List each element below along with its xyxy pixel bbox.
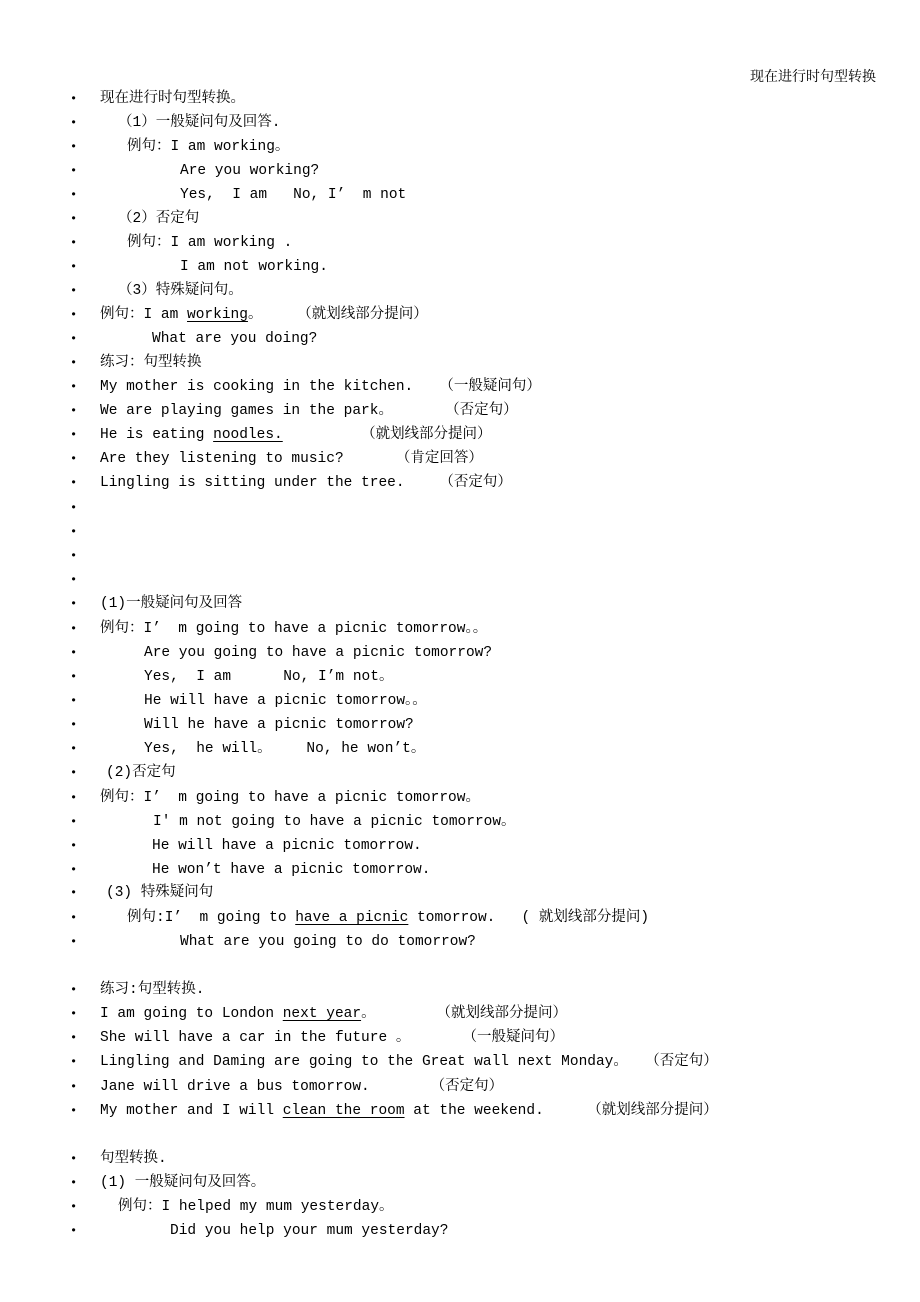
bullet-icon: •	[70, 1080, 78, 1094]
bullet-icon: •	[70, 766, 78, 780]
line-text: 例句：I am working .	[127, 235, 293, 251]
bullet-icon: •	[70, 260, 78, 274]
underlined-text: have a picnic	[295, 910, 409, 926]
line-text: 练习:句型转换.	[100, 982, 205, 998]
bullet-icon: •	[70, 212, 78, 226]
underlined-text: next year	[282, 1006, 362, 1022]
bullet-icon: •	[70, 622, 78, 636]
line-text: Will he have a picnic tomorrow?	[144, 717, 414, 733]
line-text: Jane will drive a bus tomorrow. （否定句）	[100, 1079, 504, 1095]
bullet-icon: •	[70, 236, 78, 250]
line-text: What are you going to do tomorrow?	[180, 934, 476, 950]
bullet-icon: •	[70, 1152, 78, 1166]
bullet-icon: •	[70, 501, 78, 515]
document-line	[100, 1027, 564, 1049]
line-text: Did you help your mum yesterday?	[170, 1223, 449, 1239]
bullet-icon: •	[70, 791, 78, 805]
document-line	[100, 448, 483, 470]
document-line	[100, 400, 518, 422]
line-text: 。 （就划线部分提问）	[247, 307, 428, 323]
line-text: （就划线部分提问）	[282, 427, 492, 443]
bullet-icon: •	[70, 670, 78, 684]
document-line	[152, 835, 422, 857]
bullet-icon: •	[70, 476, 78, 490]
line-text: Yes, he will。 No, he won’t。	[144, 741, 426, 757]
document-line	[100, 376, 541, 398]
line-text: 例句:I’ m going to	[127, 910, 296, 926]
document-line	[144, 690, 427, 712]
bullet-icon: •	[70, 380, 78, 394]
document-line	[180, 931, 476, 953]
bullet-icon: •	[70, 1031, 78, 1045]
line-text: at the weekend. （就划线部分提问）	[404, 1103, 718, 1119]
document-line	[106, 762, 176, 784]
document-line	[144, 666, 393, 688]
document-line	[100, 593, 242, 615]
document-line	[144, 642, 492, 664]
bullet-icon: •	[70, 646, 78, 660]
line-text: （1）一般疑问句及回答.	[118, 115, 281, 131]
bullet-icon: •	[70, 308, 78, 322]
bullet-icon: •	[70, 164, 78, 178]
line-text: My mother and I will	[100, 1103, 283, 1119]
document-line	[180, 160, 319, 182]
line-text: （3）特殊疑问句。	[118, 283, 243, 299]
line-text: He won’t have a picnic tomorrow.	[152, 862, 431, 878]
bullet-icon: •	[70, 332, 78, 346]
line-text: 例句：I’ m going to have a picnic tomorrow。。	[100, 621, 488, 637]
document-line	[118, 280, 243, 302]
line-text: What are you doing?	[152, 331, 318, 347]
line-text: Lingling is sitting under the tree. （否定句）	[100, 475, 512, 491]
bullet-icon: •	[70, 428, 78, 442]
bullet-icon: •	[70, 284, 78, 298]
bullet-icon: •	[70, 116, 78, 130]
underlined-text: clean the room	[282, 1103, 405, 1119]
document-line	[152, 328, 317, 350]
line-text: 例句：I helped my mum yesterday。	[118, 1199, 394, 1215]
line-text: I am going to London	[100, 1006, 283, 1022]
bullet-icon: •	[70, 815, 78, 829]
bullet-icon: •	[70, 694, 78, 708]
bullet-icon: •	[70, 597, 78, 611]
line-text: 例句：I am	[100, 307, 188, 323]
document-line	[106, 882, 213, 904]
line-text: tomorrow. ( 就划线部分提问)	[408, 910, 650, 926]
bullet-icon: •	[70, 886, 78, 900]
document-line	[100, 1172, 265, 1194]
bullet-icon: •	[70, 188, 78, 202]
line-text: (1) 一般疑问句及回答。	[100, 1175, 266, 1191]
document-line	[100, 304, 428, 326]
document-line	[118, 1196, 394, 1218]
document-line	[127, 907, 649, 929]
line-text: （2）否定句	[118, 211, 200, 227]
bullet-icon: •	[70, 549, 78, 563]
line-text: She will have a car in the future 。 （一般疑问句）	[100, 1030, 565, 1046]
line-text: We are playing games in the park。 （否定句）	[100, 403, 518, 419]
line-text: 。 （就划线部分提问）	[361, 1006, 567, 1022]
document-line	[118, 112, 280, 134]
line-text: Lingling and Daming are going to the Great wall next Monday。 （否定句）	[100, 1054, 718, 1070]
bullet-icon: •	[70, 452, 78, 466]
document-line	[100, 424, 492, 446]
bullet-icon: •	[70, 92, 78, 106]
document-line	[100, 1148, 167, 1170]
bullet-icon: •	[70, 935, 78, 949]
page-header-title: 现在进行时句型转换	[750, 70, 876, 86]
line-text: Are you working?	[180, 163, 320, 179]
document-line	[153, 811, 516, 833]
document-line	[100, 979, 204, 1001]
document-line	[100, 352, 202, 374]
line-text: He is eating	[100, 427, 214, 443]
line-text: Yes, I am No, I’ m not	[180, 187, 407, 203]
bullet-icon: •	[70, 1007, 78, 1021]
bullet-icon: •	[70, 356, 78, 370]
document-line	[144, 714, 414, 736]
document-line	[127, 232, 292, 254]
document-line	[100, 1076, 503, 1098]
line-text: 句型转换.	[100, 1151, 167, 1167]
bullet-icon: •	[70, 1224, 78, 1238]
line-text: He will have a picnic tomorrow。。	[144, 693, 427, 709]
document-line	[180, 184, 406, 206]
document-line	[100, 1100, 718, 1122]
line-text: (3) 特殊疑问句	[106, 885, 214, 901]
bullet-icon: •	[70, 1055, 78, 1069]
bullet-icon: •	[70, 983, 78, 997]
bullet-icon: •	[70, 742, 78, 756]
line-text: 例句：I am working。	[127, 139, 290, 155]
bullet-icon: •	[70, 911, 78, 925]
line-text: (1)一般疑问句及回答	[100, 596, 243, 612]
line-text: 现在进行时句型转换。	[100, 91, 245, 107]
bullet-icon: •	[70, 404, 78, 418]
document-line	[100, 472, 512, 494]
document-line	[170, 1220, 448, 1242]
document-line	[144, 738, 425, 760]
bullet-icon: •	[70, 863, 78, 877]
line-text: He will have a picnic tomorrow.	[152, 838, 422, 854]
bullet-icon: •	[70, 140, 78, 154]
bullet-icon: •	[70, 1104, 78, 1118]
bullet-icon: •	[70, 839, 78, 853]
document-line	[180, 256, 328, 278]
document-line	[100, 618, 487, 640]
line-text: Are they listening to music? （肯定回答）	[100, 451, 483, 467]
document-line	[127, 136, 289, 158]
line-text: Yes, I am No, I’m not。	[144, 669, 394, 685]
line-text: I am not working.	[180, 259, 328, 275]
document-line	[100, 1051, 718, 1073]
line-text: (2)否定句	[106, 765, 176, 781]
bullet-icon: •	[70, 573, 78, 587]
document-line	[152, 859, 430, 881]
line-text: I' m not going to have a picnic tomorrow。	[153, 814, 516, 830]
bullet-icon: •	[70, 1200, 78, 1214]
underlined-text: noodles.	[213, 427, 283, 443]
line-text: 练习：句型转换	[100, 355, 202, 371]
bullet-icon: •	[70, 718, 78, 732]
document-line	[100, 88, 245, 110]
line-text: 例句：I’ m going to have a picnic tomorrow。	[100, 790, 480, 806]
underlined-text: working	[187, 307, 248, 323]
document-line	[100, 787, 480, 809]
line-text: Are you going to have a picnic tomorrow?	[144, 645, 493, 661]
bullet-icon: •	[70, 1176, 78, 1190]
line-text: My mother is cooking in the kitchen. （一般疑问句）	[100, 379, 541, 395]
bullet-icon: •	[70, 525, 78, 539]
document-line	[118, 208, 199, 230]
document-line	[100, 1003, 567, 1025]
